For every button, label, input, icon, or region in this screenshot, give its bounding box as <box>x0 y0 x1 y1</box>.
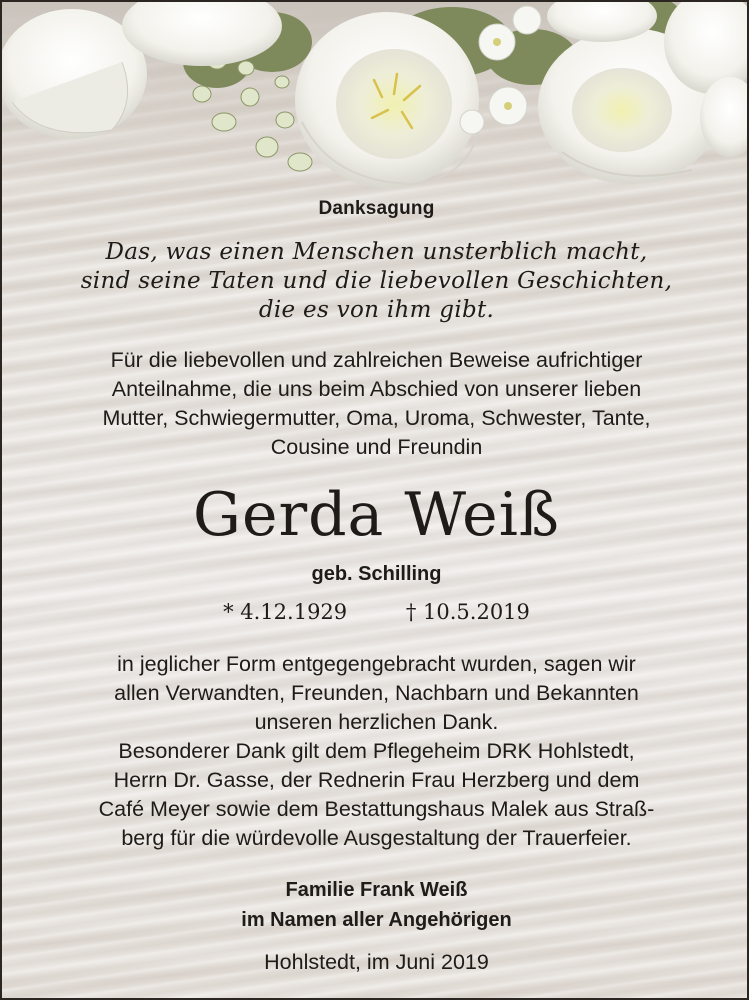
place-date: Hohlstedt, im Juni 2019 <box>264 950 489 974</box>
intro-paragraph <box>2 346 749 462</box>
body-line: berg für die würdevolle Ausgestaltung der Trauerfeier. <box>121 826 632 850</box>
family-line: Familie Frank Weiß <box>285 879 468 901</box>
birth-date: * 4.12.1929 <box>223 600 348 624</box>
life-dates <box>2 600 749 624</box>
white-tulips-image <box>2 2 749 202</box>
quote-line: die es von ihm gibt. <box>258 297 495 323</box>
intro-line: Cousine und Freundin <box>270 435 483 459</box>
intro-line: Für die liebevollen und zahlreichen Beweise aufrichtiger <box>110 348 643 372</box>
body-line: Café Meyer sowie dem Bestattungshaus Malek aus Straß- <box>98 797 655 821</box>
intro-line: Anteilnahme, die uns beim Abschied von unserer lieben <box>111 377 642 401</box>
deceased-name: Gerda Weiß <box>193 480 560 550</box>
notice-title: Danksagung <box>318 198 435 219</box>
body-line: unseren herzlichen Dank. <box>254 710 499 734</box>
birth-name: geb. Schilling <box>311 563 442 585</box>
family-line: im Namen aller Angehörigen <box>241 909 512 931</box>
quote <box>2 238 749 325</box>
body-line: in jeglicher Form entgegengebracht wurden, sagen wir <box>117 652 636 676</box>
quote-line: Das, was einen Menschen unsterblich macht, <box>105 239 648 265</box>
death-date: † 10.5.2019 <box>405 600 530 624</box>
thanks-paragraph <box>2 650 749 853</box>
body-line: Besonderer Dank gilt dem Pflegeheim DRK Hohlstedt, <box>118 739 635 763</box>
intro-line: Mutter, Schwiegermutter, Oma, Uroma, Schwester, Tante, <box>102 406 651 430</box>
family-signature <box>2 875 749 935</box>
quote-line: sind seine Taten und die liebevollen Geschichten, <box>80 268 673 294</box>
body-line: Herrn Dr. Gasse, der Rednerin Frau Herzberg und dem <box>113 768 640 792</box>
body-line: allen Verwandten, Freunden, Nachbarn und Bekannten <box>114 681 639 705</box>
